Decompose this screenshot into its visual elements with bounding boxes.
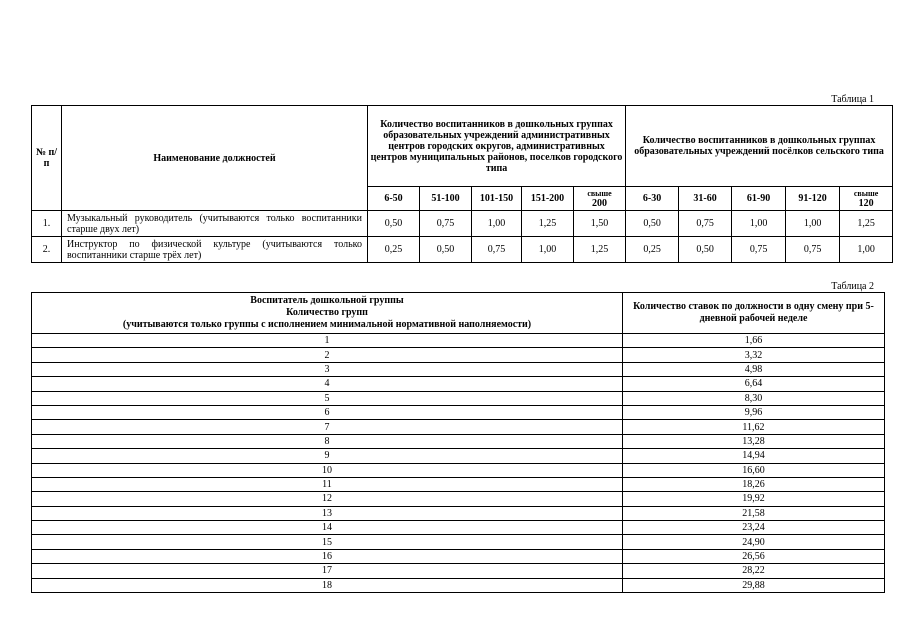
groups-count-cell: 17 xyxy=(32,564,623,578)
table-row xyxy=(32,521,885,535)
table-row xyxy=(32,463,885,477)
table-row xyxy=(32,535,885,549)
urban-range-header: 151-200 xyxy=(522,187,574,211)
rate-cell: 0,75 xyxy=(420,211,472,237)
groups-count-cell: 11 xyxy=(32,477,623,491)
table-row xyxy=(32,377,885,391)
rural-range-header: свыше 120 xyxy=(840,187,893,211)
rates-header: Количество ставок по должности в одну смену при 5-дневной рабочей неделе xyxy=(623,293,885,334)
urban-range-header: 101-150 xyxy=(472,187,522,211)
table-row xyxy=(32,449,885,463)
table-row xyxy=(32,564,885,578)
rate-cell: 0,25 xyxy=(368,237,420,263)
groups-count-cell: 9 xyxy=(32,449,623,463)
rate-cell: 0,50 xyxy=(420,237,472,263)
rate-cell: 13,28 xyxy=(623,434,885,448)
table-row xyxy=(32,391,885,405)
rate-cell: 1,25 xyxy=(840,211,893,237)
groups-count-cell: 16 xyxy=(32,549,623,563)
staffing-table-1 xyxy=(31,105,893,263)
groups-count-cell: 13 xyxy=(32,506,623,520)
table1-caption: Таблица 1 xyxy=(831,94,874,105)
groups-count-cell: 6 xyxy=(32,405,623,419)
table-row xyxy=(32,334,885,348)
groups-header-line2: Количество групп xyxy=(286,307,368,318)
table2-caption: Таблица 2 xyxy=(831,281,874,292)
position-name: Инструктор по физической культуре (учитываются только воспитанники старше трёх лет) xyxy=(62,237,368,263)
rate-cell: 1,00 xyxy=(786,211,840,237)
groups-count-cell: 14 xyxy=(32,521,623,535)
urban-range-header: 51-100 xyxy=(420,187,472,211)
rate-cell: 23,24 xyxy=(623,521,885,535)
rate-cell: 24,90 xyxy=(623,535,885,549)
row-number: 2. xyxy=(32,237,62,263)
table-row xyxy=(32,506,885,520)
groups-count-cell: 10 xyxy=(32,463,623,477)
groups-count-cell: 3 xyxy=(32,362,623,376)
range-bound: 200 xyxy=(592,197,608,209)
col-number-header: № п/п xyxy=(32,106,62,211)
urban-range-header: свыше 200 xyxy=(574,187,626,211)
rate-cell: 28,22 xyxy=(623,564,885,578)
rate-cell: 1,25 xyxy=(522,211,574,237)
rate-cell: 4,98 xyxy=(623,362,885,376)
rate-cell: 11,62 xyxy=(623,420,885,434)
range-bound: 120 xyxy=(858,197,874,209)
groups-count-cell: 5 xyxy=(32,391,623,405)
rate-cell: 14,94 xyxy=(623,449,885,463)
table-row xyxy=(32,420,885,434)
groups-header-line3: (учитываются только группы с исполнением минимальной нормативной наполняемости) xyxy=(122,319,532,330)
groups-count-cell: 18 xyxy=(32,578,623,592)
table-row xyxy=(32,362,885,376)
urban-group-header: Количество воспитанников в дошкольных группах образовательных учреждений административных центров городских округов, административных центров муниципальных районов, поселков городского типа xyxy=(368,106,626,187)
col-position-header: Наименование должностей xyxy=(62,106,368,211)
rural-range-header: 6-30 xyxy=(626,187,679,211)
rate-cell: 29,88 xyxy=(623,578,885,592)
rate-cell: 0,75 xyxy=(472,237,522,263)
rate-cell: 3,32 xyxy=(623,348,885,362)
rate-cell: 9,96 xyxy=(623,405,885,419)
table-row xyxy=(32,549,885,563)
rate-cell: 1,50 xyxy=(574,211,626,237)
table-row xyxy=(32,434,885,448)
groups-count-cell: 2 xyxy=(32,348,623,362)
rate-cell: 0,75 xyxy=(679,211,732,237)
groups-count-header xyxy=(32,293,623,334)
groups-count-cell: 4 xyxy=(32,377,623,391)
rate-cell: 19,92 xyxy=(623,492,885,506)
groups-count-cell: 7 xyxy=(32,420,623,434)
rate-cell: 1,66 xyxy=(623,334,885,348)
rate-cell: 1,00 xyxy=(840,237,893,263)
rate-cell: 0,50 xyxy=(679,237,732,263)
rate-cell: 1,00 xyxy=(472,211,522,237)
table-row xyxy=(32,578,885,592)
rate-cell: 0,75 xyxy=(786,237,840,263)
table-row xyxy=(32,477,885,491)
rate-cell: 0,50 xyxy=(626,211,679,237)
rate-cell: 0,75 xyxy=(732,237,786,263)
table-row xyxy=(32,405,885,419)
groups-count-cell: 15 xyxy=(32,535,623,549)
rate-cell: 1,25 xyxy=(574,237,626,263)
rate-cell: 18,26 xyxy=(623,477,885,491)
rate-cell: 26,56 xyxy=(623,549,885,563)
rate-cell: 16,60 xyxy=(623,463,885,477)
groups-header-line1: Воспитатель дошкольной группы xyxy=(250,295,404,306)
groups-count-cell: 1 xyxy=(32,334,623,348)
staffing-table-2 xyxy=(31,292,885,593)
rate-cell: 1,00 xyxy=(522,237,574,263)
rural-range-header: 61-90 xyxy=(732,187,786,211)
rate-cell: 21,58 xyxy=(623,506,885,520)
rate-cell: 1,00 xyxy=(732,211,786,237)
rate-cell: 0,50 xyxy=(368,211,420,237)
rate-cell: 8,30 xyxy=(623,391,885,405)
groups-count-cell: 8 xyxy=(32,434,623,448)
rate-cell: 0,25 xyxy=(626,237,679,263)
table-row xyxy=(32,237,893,263)
table-row xyxy=(32,492,885,506)
position-name: Музыкальный руководитель (учитываются только воспитанники старше двух лет) xyxy=(62,211,368,237)
rate-cell: 6,64 xyxy=(623,377,885,391)
rural-range-header: 91-120 xyxy=(786,187,840,211)
row-number: 1. xyxy=(32,211,62,237)
rural-range-header: 31-60 xyxy=(679,187,732,211)
urban-range-header: 6-50 xyxy=(368,187,420,211)
table-row xyxy=(32,348,885,362)
rural-group-header: Количество воспитанников в дошкольных группах образовательных учреждений посёлков сельского типа xyxy=(626,106,893,187)
groups-count-cell: 12 xyxy=(32,492,623,506)
table-row xyxy=(32,211,893,237)
